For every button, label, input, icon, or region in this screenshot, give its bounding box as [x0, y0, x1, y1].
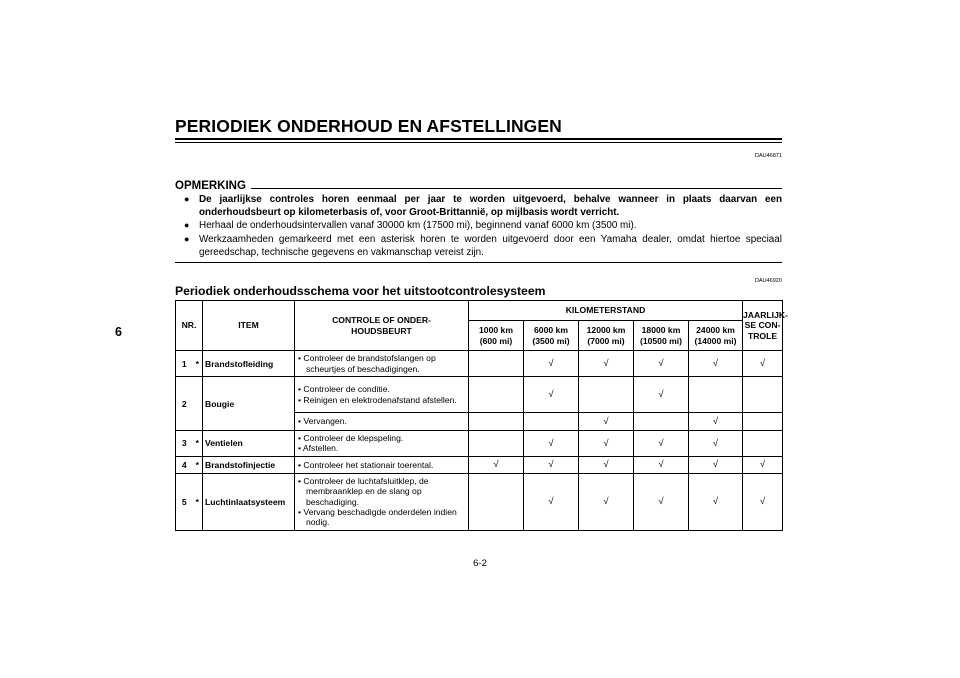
note-item-text: Werkzaamheden gemarkeerd met een asterisk horen te worden uitgevoerd door een Yamaha dealer, omdat hiertoe speciaal gereedschap, technische gegevens en vakmanschap vereist zijn. [199, 233, 782, 258]
row-control [295, 456, 469, 473]
check-cell: √ [524, 377, 579, 413]
header-nr: NR. [176, 301, 203, 351]
row-item: Brandstofinjectie [203, 456, 295, 473]
note-item [175, 219, 782, 232]
header-interval: 6000 km (3500 mi) [524, 321, 579, 351]
check-cell: √ [524, 431, 579, 457]
check-cell: √ [579, 351, 634, 377]
row-number: 4 [176, 456, 193, 473]
row-number: 1 [176, 351, 193, 377]
asterisk-mark: * [193, 456, 203, 473]
check-cell [743, 413, 783, 431]
table-row [176, 377, 783, 413]
row-control [295, 377, 469, 413]
bullet-icon: ● [184, 233, 190, 244]
header-annual: JAARLIJK- SE CON- TROLE [743, 301, 783, 351]
note-heading-rule [251, 188, 782, 189]
header-interval: 18000 km (10500 mi) [634, 321, 689, 351]
row-number: 2 [176, 377, 193, 431]
note-item [175, 193, 782, 219]
page-number: 6-2 [473, 558, 487, 569]
check-cell: √ [689, 473, 743, 530]
check-cell [689, 377, 743, 413]
check-cell: √ [579, 413, 634, 431]
header-interval: 1000 km (600 mi) [469, 321, 524, 351]
check-cell [469, 351, 524, 377]
check-cell [524, 413, 579, 431]
check-cell: √ [579, 431, 634, 457]
note-heading: OPMERKING [175, 180, 246, 192]
table-row [176, 456, 783, 473]
note-list [175, 193, 782, 259]
row-control [295, 351, 469, 377]
table-row [176, 431, 783, 457]
check-cell [579, 377, 634, 413]
bullet-icon: ● [184, 220, 190, 231]
asterisk-mark: * [193, 351, 203, 377]
check-cell: √ [689, 351, 743, 377]
check-cell [469, 377, 524, 413]
row-control [295, 413, 469, 431]
row-item: Ventielen [203, 431, 295, 457]
control-line: • Controleer de conditie. [298, 384, 390, 395]
table-row [176, 351, 783, 377]
check-cell [469, 413, 524, 431]
check-cell: √ [634, 456, 689, 473]
note-item-text: Herhaal de onderhoudsintervallen vanaf 30000 km (17500 mi), beginnend vanaf 6000 km (3500 mi). [199, 220, 637, 232]
header-kilometerstand: KILOMETERSTAND [469, 301, 743, 321]
check-cell [469, 473, 524, 530]
check-cell [743, 377, 783, 413]
check-cell: √ [689, 431, 743, 457]
title-rule-thick [175, 138, 782, 140]
check-cell: √ [743, 456, 783, 473]
row-item: Brandstofleiding [203, 351, 295, 377]
section-code: DAU46920 [755, 278, 782, 284]
note-end-rule [175, 262, 782, 263]
asterisk-mark [193, 377, 203, 431]
check-cell: √ [689, 413, 743, 431]
row-number: 5 [176, 473, 193, 530]
check-cell [743, 431, 783, 457]
control-line: • Reinigen en elektrodenafstand afstellen. [298, 394, 457, 405]
check-cell: √ [524, 456, 579, 473]
note-item [175, 233, 782, 259]
asterisk-mark: * [193, 431, 203, 457]
check-cell: √ [524, 351, 579, 377]
check-cell: √ [579, 473, 634, 530]
note-item-text: De jaarlijkse controles horen eenmaal per jaar te worden uitgevoerd, behalve wanneer in plaats daarvan een onderhoudsbeurt op kilometerbasis of, voor Groot-Brittannië, op mijlbasis wordt verricht. [199, 194, 782, 219]
page-title: PERIODIEK ONDERHOUD EN AFSTELLINGEN [175, 116, 562, 136]
header-item: ITEM [203, 301, 295, 351]
row-item: Luchtinlaatsysteem [203, 473, 295, 530]
control-line: • Vervangen. [298, 416, 347, 427]
row-control [295, 431, 469, 457]
header-control: CONTROLE OF ONDER- HOUDSBEURT [295, 301, 469, 351]
control-line: • Controleer de luchtafsluitklep, de membraanklep en de slang op beschadiging. [298, 475, 429, 507]
control-line: • Vervang beschadigde onderdelen indien nodig. [298, 507, 457, 528]
asterisk-mark: * [193, 473, 203, 530]
check-cell: √ [743, 351, 783, 377]
check-cell: √ [634, 473, 689, 530]
header-interval: 24000 km (14000 mi) [689, 321, 743, 351]
check-cell: √ [579, 456, 634, 473]
header-interval: 12000 km (7000 mi) [579, 321, 634, 351]
table-row [176, 473, 783, 530]
row-control [295, 473, 469, 530]
check-cell: √ [469, 456, 524, 473]
chapter-tab: 6 [115, 325, 122, 339]
check-cell: √ [634, 377, 689, 413]
control-line: • Afstellen. [298, 443, 339, 454]
check-cell [634, 413, 689, 431]
maintenance-table [175, 300, 788, 531]
check-cell [469, 431, 524, 457]
row-number: 3 [176, 431, 193, 457]
bullet-icon: ● [184, 194, 190, 204]
check-cell: √ [524, 473, 579, 530]
title-rule-thin [175, 142, 782, 143]
check-cell: √ [689, 456, 743, 473]
check-cell: √ [634, 431, 689, 457]
section-title: Periodiek onderhoudsschema voor het uitstootcontrolesysteem [175, 284, 546, 298]
control-line: • Controleer de klepspeling. [298, 433, 404, 443]
row-item: Bougie [203, 377, 295, 431]
control-line: • Controleer de brandstofslangen op scheurtjes of beschadigingen. [298, 353, 436, 374]
check-cell: √ [743, 473, 783, 530]
note-code: DAU46871 [755, 153, 782, 159]
check-cell: √ [634, 351, 689, 377]
control-line: • Controleer het stationair toerental. [298, 459, 434, 470]
